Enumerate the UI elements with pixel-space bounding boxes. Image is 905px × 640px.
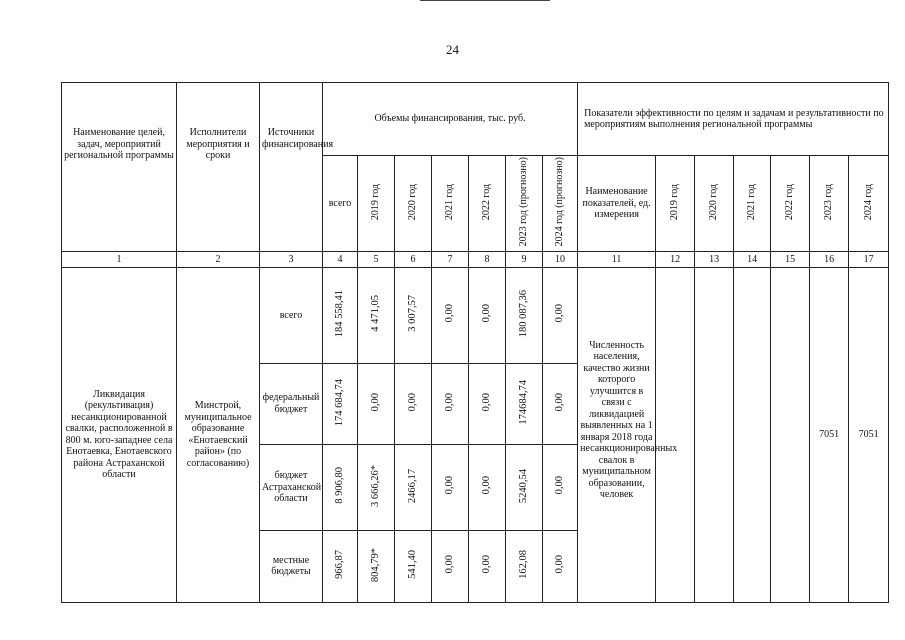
- col-number: 15: [771, 251, 810, 267]
- col-number: 17: [849, 251, 889, 267]
- value-cell: 541,40: [395, 530, 432, 602]
- value-cell: 0,00: [543, 444, 578, 530]
- value-cell: 0,00: [395, 363, 432, 444]
- table-row: [62, 267, 889, 363]
- measure-name: Ликвидация (рекультивация) несанкционированной свалки, расположенной в 800 м. юго-западнее села Енотаевка, Енотаевского района Астраханской области: [62, 267, 177, 602]
- executor: Минстрой, муниципальное образование «Енотаевский район» (по согласованию): [177, 267, 260, 602]
- col-number: 10: [543, 251, 578, 267]
- program-table: [61, 82, 889, 603]
- header-funding-2022: 2022 год: [469, 156, 506, 252]
- indicator-value: [771, 267, 810, 602]
- header-indicator-group: Показатели эффективности по целям и задачам и результативности по мероприятиям выполнения региональной программы: [578, 83, 889, 156]
- header-funding-2019: 2019 год: [358, 156, 395, 252]
- col-number: 1: [62, 251, 177, 267]
- header-indicator-2020: 2020 год: [695, 156, 734, 252]
- value-cell: 0,00: [469, 267, 506, 363]
- indicator-value: [734, 267, 771, 602]
- header-indicator-2023: 2023 год: [810, 156, 849, 252]
- value-cell: 2466,17: [395, 444, 432, 530]
- header-funding-2020: 2020 год: [395, 156, 432, 252]
- value-cell: 174 684,74: [323, 363, 358, 444]
- col-number: 8: [469, 251, 506, 267]
- value-cell: 0,00: [469, 530, 506, 602]
- value-cell: 966,87: [323, 530, 358, 602]
- value-cell: 0,00: [432, 444, 469, 530]
- value-cell: 4 471,05: [358, 267, 395, 363]
- header-funding-2024: 2024 год (прогнозно): [543, 156, 578, 252]
- value-cell: 180 087,36: [506, 267, 543, 363]
- value-cell: 0,00: [432, 530, 469, 602]
- col-number: 3: [260, 251, 323, 267]
- value-cell: 184 558,41: [323, 267, 358, 363]
- value-cell: 174684,74: [506, 363, 543, 444]
- column-number-row: [62, 251, 889, 267]
- indicator-value: [656, 267, 695, 602]
- col-number: 6: [395, 251, 432, 267]
- value-cell: 0,00: [432, 363, 469, 444]
- value-cell: 0,00: [543, 530, 578, 602]
- source-label: бюджет Астраханской области: [260, 444, 323, 530]
- value-cell: 162,08: [506, 530, 543, 602]
- value-cell: 0,00: [543, 363, 578, 444]
- header-funding-2023: 2023 год (прогнозно): [506, 156, 543, 252]
- header-sources: Источники финансирования: [260, 83, 323, 252]
- indicator-name: Численность населения, качество жизни которого улучшится в связи с ликвидацией выявленных на 1 января 2018 года несанкционированных свалок в муниципальном образовании, человек: [578, 267, 656, 602]
- col-number: 13: [695, 251, 734, 267]
- value-cell: 3 007,57: [395, 267, 432, 363]
- value-cell: 0,00: [432, 267, 469, 363]
- header-indicator-name: Наименование показателей, ед. измерения: [578, 156, 656, 252]
- col-number: 9: [506, 251, 543, 267]
- col-number: 7: [432, 251, 469, 267]
- value-cell: 8 906,80: [323, 444, 358, 530]
- value-cell: 0,00: [358, 363, 395, 444]
- value-cell: 0,00: [469, 444, 506, 530]
- indicator-value: 7051: [849, 267, 889, 602]
- header-funding-2021: 2021 год: [432, 156, 469, 252]
- col-number: 16: [810, 251, 849, 267]
- indicator-value: [695, 267, 734, 602]
- header-funding-group: Объемы финансирования, тыс. руб.: [323, 83, 578, 156]
- col-number: 12: [656, 251, 695, 267]
- col-number: 14: [734, 251, 771, 267]
- value-cell: 5240,54: [506, 444, 543, 530]
- header-indicator-2019: 2019 год: [656, 156, 695, 252]
- header-funding-total: всего: [323, 156, 358, 252]
- page-number: 24: [446, 42, 459, 57]
- col-number: 5: [358, 251, 395, 267]
- value-cell: 804,79*: [358, 530, 395, 602]
- value-cell: 0,00: [543, 267, 578, 363]
- top-rule: [420, 0, 550, 3]
- header-executors: Исполнители мероприятия и сроки: [177, 83, 260, 252]
- header-goals: Наименование целей, задач, мероприятий региональной программы: [62, 83, 177, 252]
- header-indicator-2022: 2022 год: [771, 156, 810, 252]
- header-indicator-2021: 2021 год: [734, 156, 771, 252]
- source-label: местные бюджеты: [260, 530, 323, 602]
- source-label: всего: [260, 267, 323, 363]
- col-number: 2: [177, 251, 260, 267]
- value-cell: 0,00: [469, 363, 506, 444]
- header-indicator-2024: 2024 год: [849, 156, 889, 252]
- col-number: 11: [578, 251, 656, 267]
- indicator-value: 7051: [810, 267, 849, 602]
- col-number: 4: [323, 251, 358, 267]
- source-label: федеральный бюджет: [260, 363, 323, 444]
- value-cell: 3 666,26*: [358, 444, 395, 530]
